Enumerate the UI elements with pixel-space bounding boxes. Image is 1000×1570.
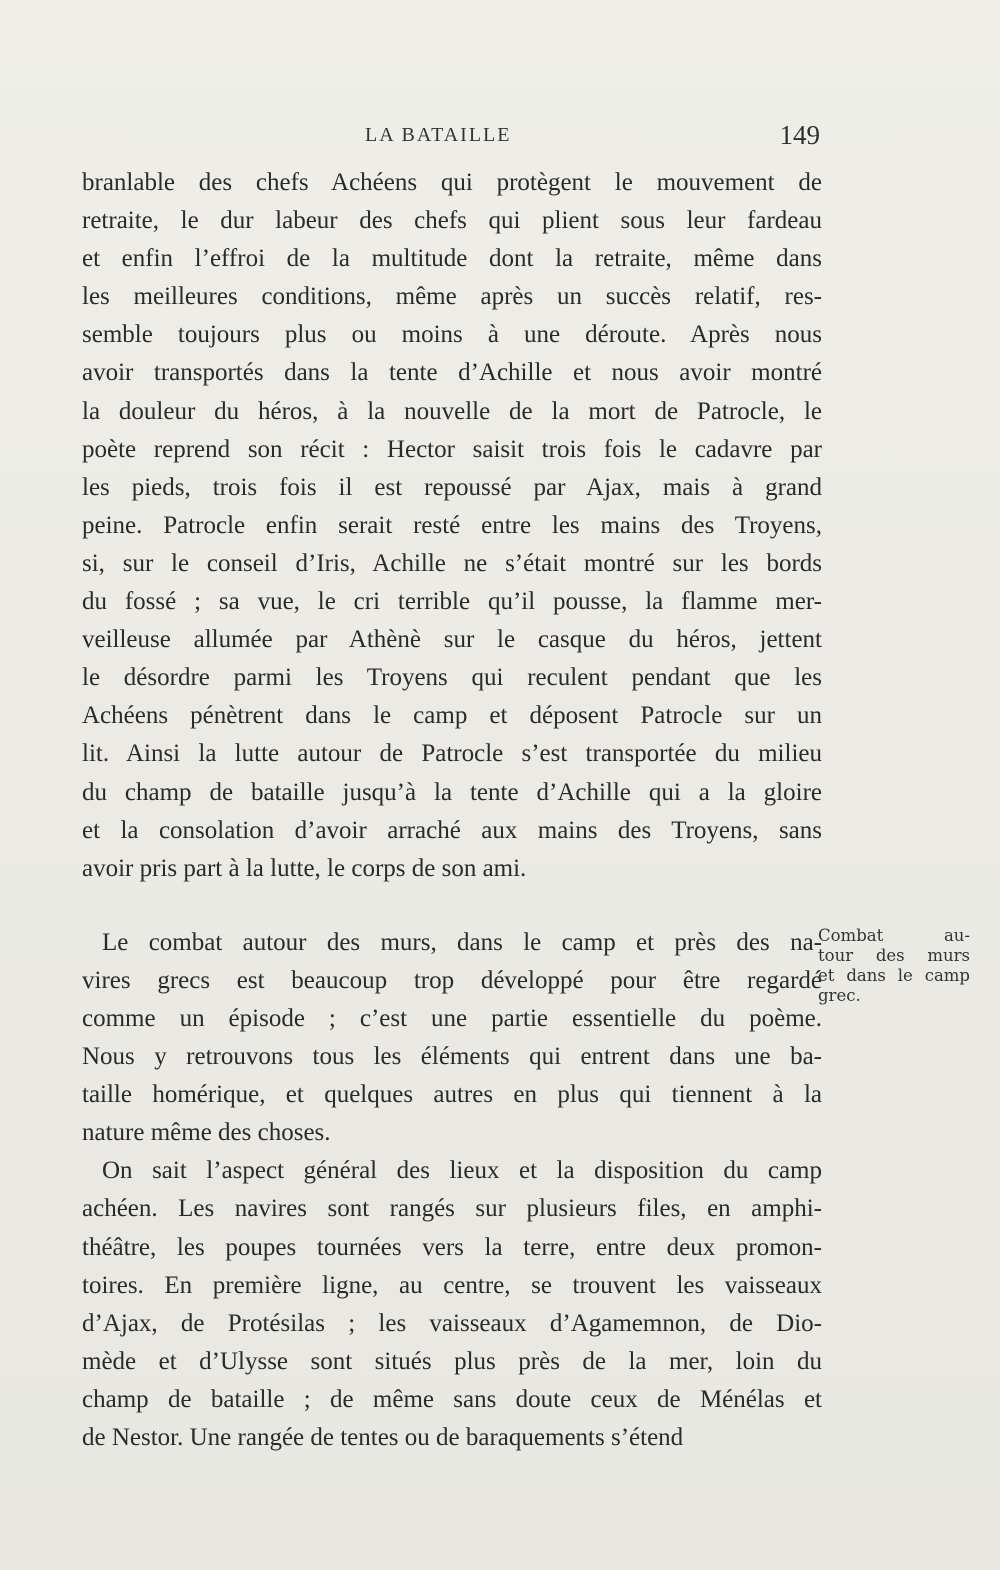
margin-note-line: grec. — [818, 986, 861, 1005]
text-line: champ de bataille ; de même sans doute ceux de Ménélas et — [82, 1385, 822, 1413]
text-line: et enfin l’effroi de la multitude dont la retraite, même dans — [82, 245, 822, 273]
text-line: achéen. Les navires sont rangés sur plusieurs files, en amphi- — [82, 1195, 822, 1223]
text-line: comme un épisode ; c’est une partie essentielle du poème. — [82, 1004, 822, 1032]
margin-note-line: tour des murs — [818, 946, 970, 965]
body-text — [82, 164, 822, 1457]
text-line: semble toujours plus ou moins à une déroute. Après nous — [82, 321, 822, 349]
text-line: de Nestor. Une rangée de tentes ou de baraquements s’étend — [82, 1424, 684, 1451]
text-line: avoir pris part à la lutte, le corps de son ami. — [82, 854, 527, 882]
running-head — [80, 120, 820, 160]
text-line: toires. En première ligne, au centre, se trouvent les vaisseaux — [82, 1271, 822, 1299]
paragraph-gap — [82, 888, 822, 924]
text-line: mède et d’Ulysse sont situés plus près de la mer, loin du — [82, 1347, 822, 1375]
text-line: si, sur le conseil d’Iris, Achille ne s’était montré sur les bords — [82, 549, 822, 577]
text-line: retraite, le dur labeur des chefs qui plient sous leur fardeau — [82, 207, 822, 235]
margin-note-line: et dans le camp — [818, 966, 970, 985]
text-line: vires grecs est beaucoup trop développé pour être regardé — [82, 966, 822, 994]
text-line: du champ de bataille jusqu’à la tente d’Achille qui a la gloire — [82, 778, 822, 806]
text-line: les pieds, trois fois il est repoussé par Ajax, mais à grand — [82, 473, 822, 501]
text-line: peine. Patrocle enfin serait resté entre les mains des Troyens, — [82, 511, 822, 539]
text-line: Achéens pénètrent dans le camp et déposent Patrocle sur un — [82, 702, 822, 730]
margin-note-line: Combat au- — [818, 926, 970, 945]
text-line: la douleur du héros, à la nouvelle de la mort de Patrocle, le — [82, 397, 822, 425]
paragraph-1 — [82, 164, 822, 888]
text-line: Nous y retrouvons tous les éléments qui entrent dans une ba- — [82, 1043, 822, 1071]
page-number: 149 — [779, 120, 820, 150]
running-title: LA BATAILLE — [365, 124, 512, 146]
text-line: nature même des choses. — [82, 1119, 331, 1147]
text-line: les meilleures conditions, même après un succès relatif, res- — [82, 283, 822, 311]
text-line: d’Ajax, de Protésilas ; les vaisseaux d’Agamemnon, de Dio- — [82, 1309, 822, 1337]
paragraph-3 — [82, 1152, 822, 1457]
text-line: veilleuse allumée par Athènè sur le casque du héros, jettent — [82, 626, 822, 654]
margin-note — [818, 926, 970, 1006]
text-line: théâtre, les poupes tournées vers la terre, entre deux promon- — [82, 1233, 822, 1261]
text-line: du fossé ; sa vue, le cri terrible qu’il pousse, la flamme mer- — [82, 588, 822, 616]
text-line: le désordre parmi les Troyens qui reculent pendant que les — [82, 664, 822, 692]
text-line: taille homérique, et quelques autres en plus qui tiennent à la — [82, 1081, 822, 1109]
text-line: et la consolation d’avoir arraché aux mains des Troyens, sans — [82, 816, 822, 844]
text-line: avoir transportés dans la tente d’Achille et nous avoir montré — [82, 359, 822, 387]
text-line: lit. Ainsi la lutte autour de Patrocle s’est transportée du milieu — [82, 740, 822, 768]
text-line: branlable des chefs Achéens qui protègent le mouvement de — [82, 169, 822, 196]
text-line: Le combat autour des murs, dans le camp et près des na- — [102, 928, 822, 956]
text-line: On sait l’aspect général des lieux et la disposition du camp — [102, 1157, 822, 1185]
paragraph-2 — [82, 924, 822, 1153]
text-line: poète reprend son récit : Hector saisit trois fois le cadavre par — [82, 435, 822, 463]
